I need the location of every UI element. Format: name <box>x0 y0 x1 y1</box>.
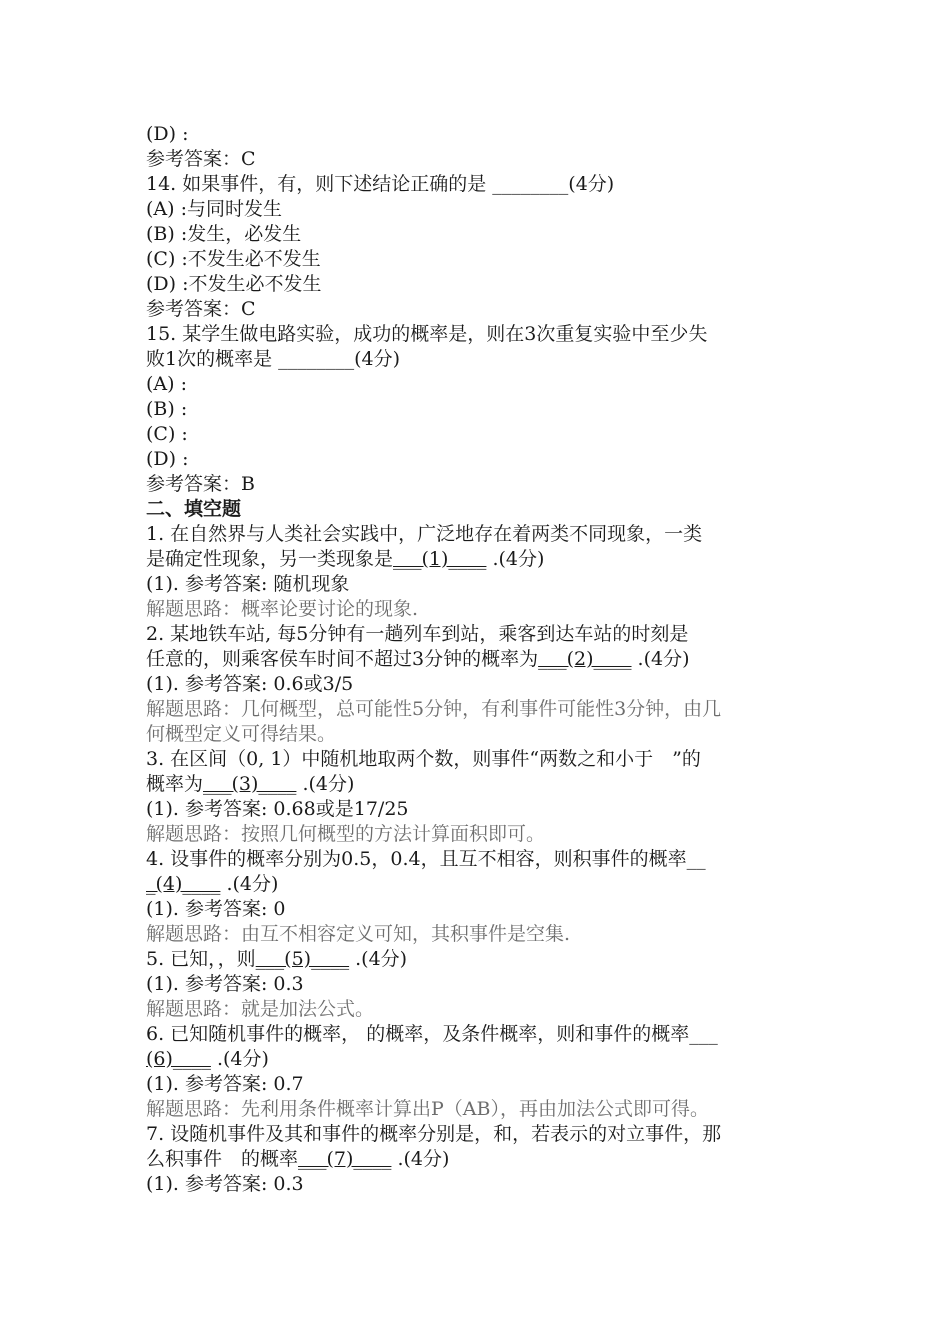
q15-option-b: (B) : <box>146 398 188 420</box>
fq6-line1: 6. 已知随机事件的概率， 的概率，及条件概率，则和事件的概率___ <box>146 1023 718 1045</box>
fq2-score: .(4分) <box>631 648 690 670</box>
fq3-line2 <box>146 772 810 797</box>
fq3-blank: ___(3)____ <box>203 773 297 795</box>
fq3-score: .(4分) <box>296 773 355 795</box>
fq3-line1: 3. 在区间（0, 1）中随机地取两个数，则事件“两数之和小于 ”的 <box>146 748 701 770</box>
q15-stem-line1: 15. 某学生做电路实验，成功的概率是，则在3次重复实验中至少失 <box>146 323 708 345</box>
fq1-answer: (1). 参考答案: 随机现象 <box>146 573 350 595</box>
q13-option-d: (D) : <box>146 123 189 145</box>
fq7-answer: (1). 参考答案: 0.3 <box>146 1173 304 1195</box>
fq4-score: .(4分) <box>220 873 279 895</box>
fq2-line1: 2. 某地铁车站, 每5分钟有一趟列车到站，乘客到达车站的时刻是 <box>146 623 689 645</box>
document-page <box>146 122 810 1197</box>
fq5-score: .(4分) <box>349 948 408 970</box>
fq7-text: 么积事件 的概率 <box>146 1148 299 1170</box>
fq7-score: .(4分) <box>391 1148 450 1170</box>
fq5-hint: 解题思路：就是加法公式。 <box>146 998 375 1020</box>
fq1-hint: 解题思路：概率论要讨论的现象. <box>146 598 419 620</box>
fq5-answer: (1). 参考答案: 0.3 <box>146 973 304 995</box>
fq4-hint: 解题思路：由互不相容定义可知，其积事件是空集. <box>146 923 571 945</box>
q13-answer: 参考答案：C <box>146 148 256 170</box>
fq4-line1: 4. 设事件的概率分别为0.5，0.4，且互不相容，则积事件的概率__ <box>146 848 706 870</box>
q15-option-c: (C) : <box>146 423 188 445</box>
fq7-blank: ___(7)____ <box>298 1148 392 1170</box>
fq2-answer: (1). 参考答案: 0.6或3/5 <box>146 673 354 695</box>
fq5-blank: ___(5)____ <box>255 948 350 970</box>
fq6-score: .(4分) <box>210 1048 269 1070</box>
fq4-line2 <box>146 872 810 897</box>
fq3-answer: (1). 参考答案: 0.68或是17/25 <box>146 798 409 820</box>
fq7-line1: 7. 设随机事件及其和事件的概率分别是，和，若表示的对立事件，那 <box>146 1123 722 1145</box>
fq6-answer: (1). 参考答案: 0.7 <box>146 1073 304 1095</box>
fq6-line2 <box>146 1047 810 1072</box>
fq5-text: 5. 已知，，则 <box>146 948 256 970</box>
fq3-hint: 解题思路：按照几何概型的方法计算面积即可。 <box>146 823 546 845</box>
q15-option-a: (A) : <box>146 373 187 395</box>
fq2-line2 <box>146 647 810 672</box>
section-heading-fill-in: 二、填空题 <box>146 498 242 520</box>
fq3-text: 概率为 <box>146 773 204 795</box>
fq2-text: 任意的，则乘客侯车时间不超过3分钟的概率为 <box>146 648 539 670</box>
q14-option-c: (C) :不发生必不发生 <box>146 248 321 270</box>
q14-option-d: (D) :不发生必不发生 <box>146 273 322 295</box>
q14-option-b: (B) :发生，必发生 <box>146 223 302 245</box>
fq1-blank: ___(1)____ <box>393 548 487 570</box>
fq2-blank: ___(2)____ <box>538 648 632 670</box>
fq2-hint-line1: 解题思路：几何概型，总可能性5分钟，有利事件可能性3分钟，由几 <box>146 698 722 720</box>
fq7-line2 <box>146 1147 810 1172</box>
fq4-blank: _(4)____ <box>146 873 221 895</box>
q14-answer: 参考答案：C <box>146 298 256 320</box>
fq5-line1 <box>146 947 810 972</box>
q15-answer: 参考答案：B <box>146 473 255 495</box>
fq6-blank: (6)____ <box>146 1048 211 1070</box>
q14-stem: 14. 如果事件，有，则下述结论正确的是 ________(4分) <box>146 173 615 195</box>
fq4-answer: (1). 参考答案: 0 <box>146 898 286 920</box>
fq1-line2 <box>146 547 810 572</box>
q14-option-a: (A) :与同时发生 <box>146 198 282 220</box>
fq1-line1: 1. 在自然界与人类社会实践中，广泛地存在着两类不同现象，一类 <box>146 523 703 545</box>
fq1-text: 是确定性现象，另一类现象是 <box>146 548 394 570</box>
fq2-hint-line2: 何概型定义可得结果。 <box>146 723 337 745</box>
fq1-score: .(4分) <box>486 548 545 570</box>
q15-option-d: (D) : <box>146 448 189 470</box>
fq6-hint: 解题思路：先利用条件概率计算出P（AB），再由加法公式即可得。 <box>146 1098 709 1120</box>
q15-stem-line2: 败1次的概率是 ________(4分) <box>146 348 401 370</box>
